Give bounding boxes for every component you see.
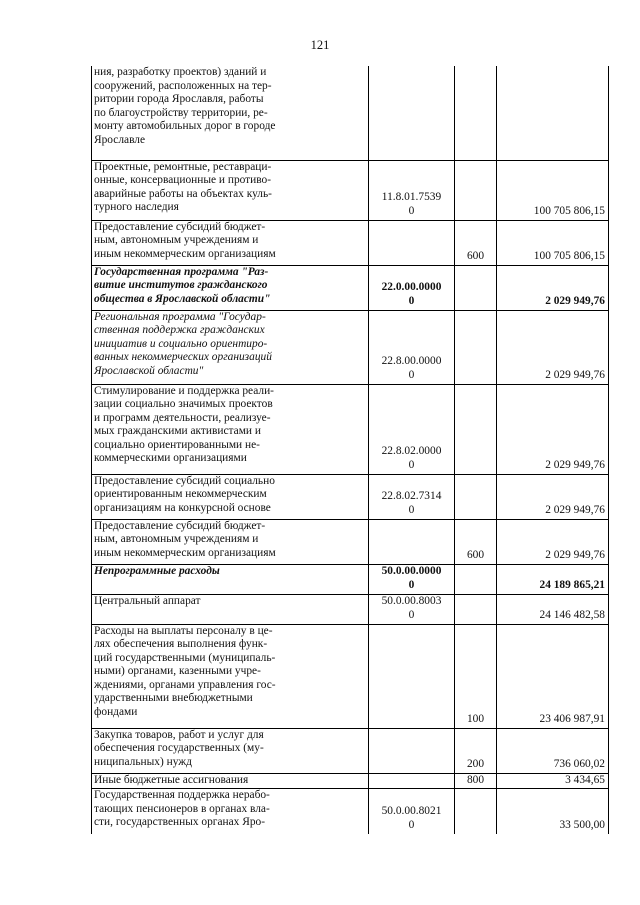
- expense-type-cell: [455, 474, 497, 519]
- row-name-cell: Закупка товаров, работ и услуг для обеспечения государственных (му- ниципальных) нужд: [92, 728, 369, 773]
- target-article-code-cell: 22.8.02.0000 0: [369, 384, 455, 474]
- target-article-code-cell: [369, 66, 455, 160]
- row-name-cell: Центральный аппарат: [92, 594, 369, 624]
- amount-cell: 2 029 949,76: [497, 310, 609, 384]
- table-row: [92, 66, 609, 160]
- amount-cell: 2 029 949,76: [497, 384, 609, 474]
- table-row: [92, 773, 609, 789]
- table-row: [92, 384, 609, 474]
- amount-cell: 100 705 806,15: [497, 220, 609, 265]
- target-article-code-cell: 50.0.00.0000 0: [369, 564, 455, 594]
- expense-type-cell: [455, 789, 497, 834]
- target-article-code-cell: 50.0.00.8021 0: [369, 789, 455, 834]
- table-row: [92, 160, 609, 220]
- amount-cell: 24 189 865,21: [497, 564, 609, 594]
- row-name-cell: ния, разработку проектов) зданий и сооружений, расположенных на тер- ритории города Ярославля, работы по благоустройству территории, ре- монту автомобильных дорог в городе Ярославле: [92, 66, 369, 160]
- amount-cell: 23 406 987,91: [497, 624, 609, 728]
- amount-cell: 33 500,00: [497, 789, 609, 834]
- expense-type-cell: 200: [455, 728, 497, 773]
- amount-cell: 2 029 949,76: [497, 519, 609, 564]
- target-article-code-cell: [369, 519, 455, 564]
- table-row: [92, 789, 609, 834]
- table-row: [92, 474, 609, 519]
- expense-type-cell: [455, 564, 497, 594]
- table-row: [92, 519, 609, 564]
- expense-type-cell: 100: [455, 624, 497, 728]
- table-row: [92, 310, 609, 384]
- target-article-code-cell: 22.8.02.7314 0: [369, 474, 455, 519]
- target-article-code-cell: [369, 624, 455, 728]
- target-article-code-cell: 11.8.01.7539 0: [369, 160, 455, 220]
- amount-cell: 100 705 806,15: [497, 160, 609, 220]
- target-article-code-cell: [369, 220, 455, 265]
- row-name-cell: Государственная программа "Раз- витие институтов гражданского общества в Ярославской области": [92, 265, 369, 310]
- expense-type-cell: [455, 594, 497, 624]
- expense-type-cell: [455, 265, 497, 310]
- expense-type-cell: [455, 160, 497, 220]
- page-number: 121: [310, 38, 330, 52]
- table-row: [92, 728, 609, 773]
- expense-type-cell: [455, 66, 497, 160]
- table-row: [92, 624, 609, 728]
- row-name-cell: Предоставление субсидий бюджет- ным, автономным учреждениям и иным некоммерческим организациям: [92, 519, 369, 564]
- row-name-cell: Предоставление субсидий бюджет- ным, автономным учреждениям и иным некоммерческим организациям: [92, 220, 369, 265]
- expense-type-cell: 800: [455, 773, 497, 789]
- row-name-cell: Непрограммные расходы: [92, 564, 369, 594]
- table-row: [92, 265, 609, 310]
- row-name-cell: Стимулирование и поддержка реали- зации социально значимых проектов и программ деятельности, реализуе- мых гражданскими активистами и социально ориентированными не- коммерческими организациями: [92, 384, 369, 474]
- row-name-cell: Государственная поддержка нерабо- тающих пенсионеров в органах вла- сти, государственных органах Яро-: [92, 789, 369, 834]
- row-name-cell: Проектные, ремонтные, реставраци- онные, консервационные и противо- аварийные работы на объектах куль- турного наследия: [92, 160, 369, 220]
- amount-cell: 2 029 949,76: [497, 474, 609, 519]
- expense-type-cell: 600: [455, 220, 497, 265]
- table-row: [92, 564, 609, 594]
- expense-type-cell: [455, 310, 497, 384]
- amount-cell: 24 146 482,58: [497, 594, 609, 624]
- expense-type-cell: 600: [455, 519, 497, 564]
- row-name-cell: Расходы на выплаты персоналу в це- лях обеспечения выполнения функ- ций государственными (муниципаль- ными) органами, казенными учре- ждениями, органами управления гос- ударственными внебюджетными фондами: [92, 624, 369, 728]
- target-article-code-cell: 50.0.00.8003 0: [369, 594, 455, 624]
- target-article-code-cell: [369, 728, 455, 773]
- target-article-code-cell: 22.0.00.0000 0: [369, 265, 455, 310]
- row-name-cell: Предоставление субсидий социально ориентированным некоммерческим организациям на конкурсной основе: [92, 474, 369, 519]
- amount-cell: 736 060,02: [497, 728, 609, 773]
- budget-table: [91, 66, 609, 834]
- amount-cell: [497, 66, 609, 160]
- budget-table-body: [92, 66, 609, 834]
- expense-type-cell: [455, 384, 497, 474]
- target-article-code-cell: 22.8.00.0000 0: [369, 310, 455, 384]
- target-article-code-cell: [369, 773, 455, 789]
- amount-cell: 3 434,65: [497, 773, 609, 789]
- amount-cell: 2 029 949,76: [497, 265, 609, 310]
- table-row: [92, 594, 609, 624]
- table-row: [92, 220, 609, 265]
- row-name-cell: Региональная программа "Государ- ственная поддержка гражданских инициатив и социально ориентиро- ванных некоммерческих организаций Ярославской области": [92, 310, 369, 384]
- row-name-cell: Иные бюджетные ассигнования: [92, 773, 369, 789]
